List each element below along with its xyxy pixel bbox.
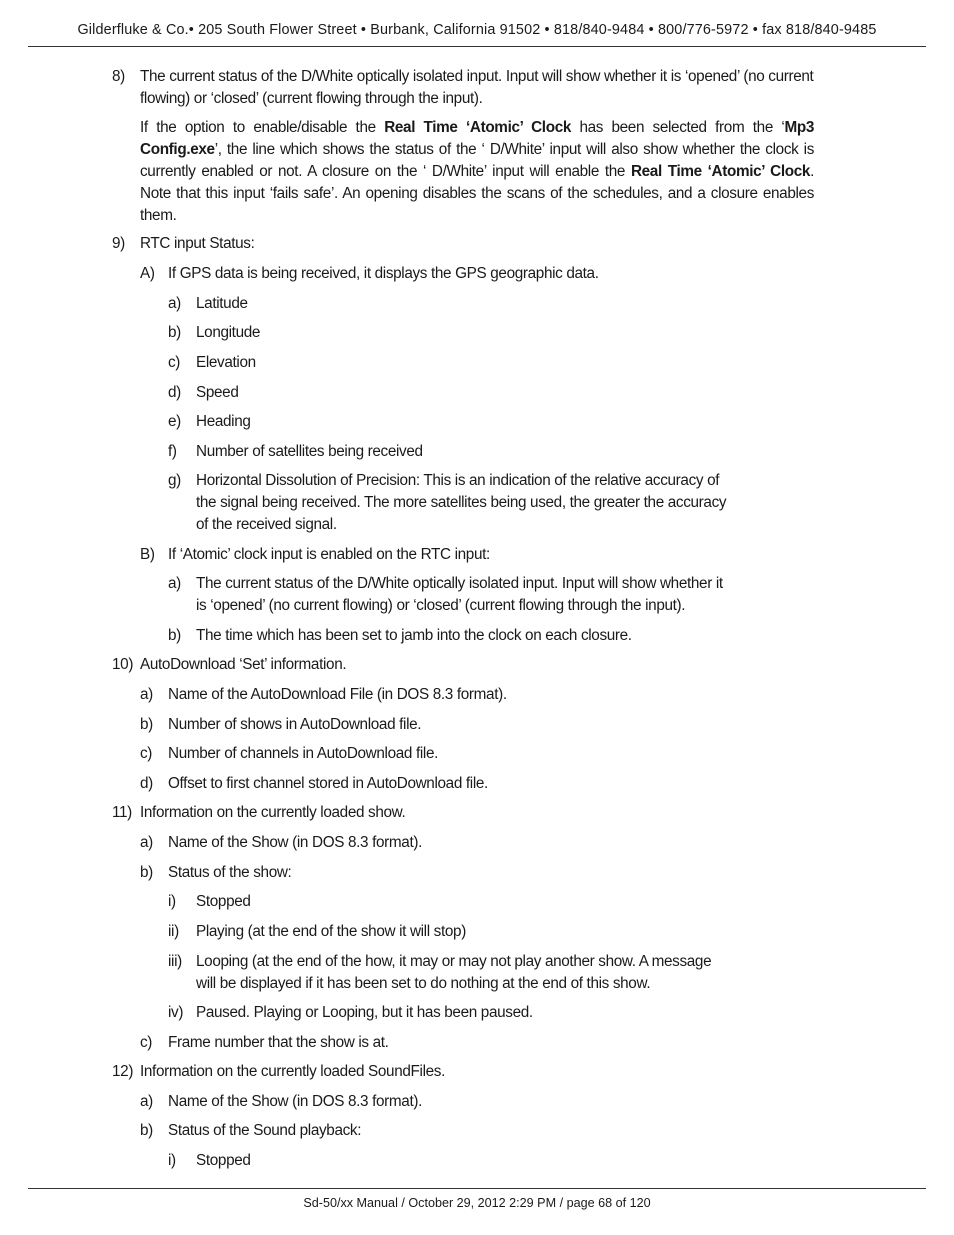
footer-rule [28,1188,926,1189]
item-marker: b) [140,716,153,733]
item-marker: a) [140,686,153,703]
item-marker: e) [168,413,181,430]
item-text: Longitude [196,324,261,341]
item-marker: d) [140,775,153,792]
item-text: The current status of the D/White optically isolated input. Input will show whether it is ‘opened’ (no current flowing) or ‘closed’ (current flowing through the input). [196,575,723,614]
page-footer: Sd-50/xx Manual / October 29, 2012 2:29 PM / page 68 of 120 [303,1196,651,1210]
item-marker: A) [140,265,155,282]
item-marker: 11) [112,804,132,821]
item-marker: i) [168,1152,176,1169]
item-marker: b) [140,864,153,881]
item-marker: a) [168,295,181,312]
item-marker: d) [168,384,181,401]
item-marker: a) [168,575,181,592]
item-text: Horizontal Dissolution of Precision: This is an indication of the relative accuracy of the signal being received. The more satellites being used, the greater the accuracy of the received signal. [196,472,727,533]
item-text: AutoDownload ‘Set’ information. [140,656,347,673]
bold-term: Mp3 Config.exe [140,119,814,158]
item-marker: B) [140,546,155,563]
bold-term: Real Time ‘Atomic’ Clock [384,119,572,136]
item-marker: c) [168,354,181,371]
item-text: The time which has been set to jamb into the clock on each closure. [196,627,632,644]
item-marker: 8) [112,68,125,85]
item-text: Latitude [196,295,248,312]
item-text: Looping (at the end of the how, it may or may not play another show. A message will be displayed if it has been set to do nothing at the end of this show. [196,953,712,992]
item-marker: c) [140,745,153,762]
item-text: If ‘Atomic’ clock input is enabled on the RTC input: [168,546,490,563]
item-text: Number of channels in AutoDownload file. [168,745,439,762]
page-header: Gilderfluke & Co.• 205 South Flower Street • Burbank, California 91502 • 818/840-9484 • 800/776-5972 • fax 818/840-9485 [77,22,877,38]
item-text: Status of the show: [168,864,292,881]
item-text: Stopped [196,1152,251,1169]
item-marker: b) [140,1122,153,1139]
item-marker: 9) [112,235,125,252]
item-text: Offset to first channel stored in AutoDownload file. [168,775,488,792]
item-text: Name of the Show (in DOS 8.3 format). [168,1093,422,1110]
item-text: Information on the currently loaded SoundFiles. [140,1063,445,1080]
item-marker: i) [168,893,176,910]
item-marker: iv) [168,1004,184,1021]
item-text: Status of the Sound playback: [168,1122,362,1139]
item-text: Playing (at the end of the show it will stop) [196,923,466,940]
item-text: Frame number that the show is at. [168,1034,389,1051]
item-marker: 12) [112,1063,134,1080]
item-marker: c) [140,1034,153,1051]
item-text: Name of the AutoDownload File (in DOS 8.3 format). [168,686,507,703]
item-text: RTC input Status: [140,235,255,252]
item-text: The current status of the D/White optically isolated input. Input will show whether it is ‘opened’ (no current flowing) or ‘closed’ (current flowing through the input). [140,68,814,107]
item-text: Number of shows in AutoDownload file. [168,716,422,733]
item-marker: ii) [168,923,179,940]
item-marker: a) [140,1093,153,1110]
item-text: Speed [196,384,239,401]
item-text: Information on the currently loaded show. [140,804,406,821]
item-text: Name of the Show (in DOS 8.3 format). [168,834,422,851]
item-marker: f) [168,443,177,460]
item-text: Stopped [196,893,251,910]
item-marker: a) [140,834,153,851]
item-text: Number of satellites being received [196,443,423,460]
item-marker: 10) [112,656,134,673]
clock-note-paragraph: If the option to enable/disable the Real Time ‘Atomic’ Clock has been selected from the ‘Mp3 Config.exe’, the line which shows the status of the ‘ D/White’ input will also show whether the clock is currently enabled or not. A closure on the ‘ D/White’ input will enable the Real Time ‘Atomic’ Clock. Note that this input ‘fails safe’. An opening disables the scans of the schedules, and a closure enables them. [140,119,814,224]
item-marker: iii) [168,953,182,970]
item-text: Elevation [196,354,256,371]
item-marker: b) [168,627,181,644]
bold-term: Real Time ‘Atomic’ Clock [630,163,811,180]
item-text: Paused. Playing or Looping, but it has been paused. [196,1004,533,1021]
item-marker: g) [168,472,181,489]
item-text: If GPS data is being received, it displays the GPS geographic data. [168,265,599,282]
item-marker: b) [168,324,181,341]
item-text: Heading [196,413,251,430]
header-rule [28,46,926,47]
